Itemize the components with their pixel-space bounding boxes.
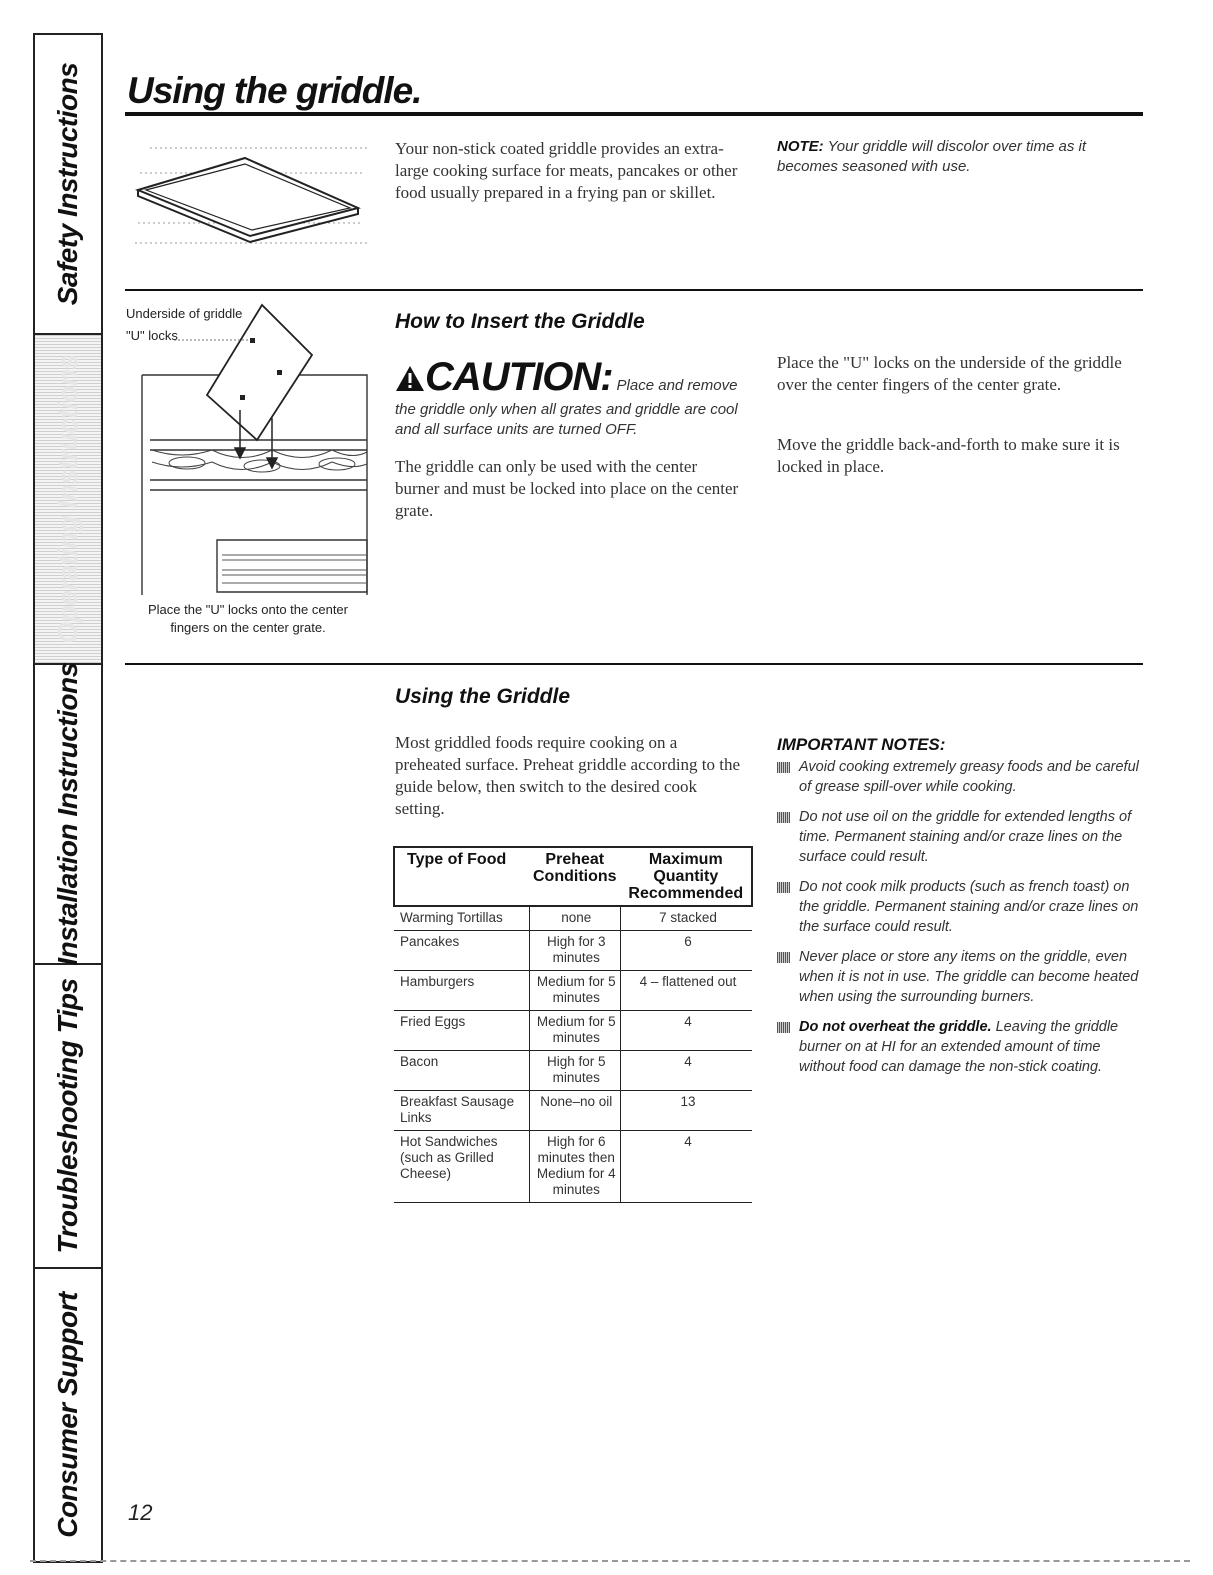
col-header-preheat: Preheat Conditions: [529, 847, 621, 906]
tab-operating-instructions[interactable]: [35, 335, 101, 665]
important-notes: [777, 735, 1147, 1087]
tab-label: Troubleshooting Tips: [52, 978, 83, 1254]
section-rule-2: [125, 663, 1143, 665]
table-row: [394, 1051, 752, 1091]
bullet-icon: [777, 1022, 790, 1033]
insert-heading: How to Insert the Griddle: [395, 310, 645, 333]
caption-line: Place the "U" locks onto the center: [147, 602, 348, 617]
table-row: [394, 1091, 752, 1131]
cell-food: Fried Eggs: [394, 1011, 529, 1051]
note-item: [777, 1017, 1147, 1077]
title-rule: [125, 112, 1143, 116]
page-title: Using the griddle.: [127, 70, 422, 111]
note-text: Avoid cooking extremely greasy foods and be careful of grease spill-over while cooking.: [799, 759, 1139, 795]
insert-body: The griddle can only be used with the center burner and must be locked into place on the center grate.: [395, 457, 739, 520]
table-row: [394, 971, 752, 1011]
note-item: [777, 947, 1147, 1007]
cell-quantity: 4: [621, 1011, 752, 1051]
tab-label: Consumer Support: [52, 1292, 83, 1538]
bullet-icon: [777, 812, 790, 823]
table-row: [394, 1131, 752, 1203]
cell-food: Bacon: [394, 1051, 529, 1091]
scan-marks: [30, 1560, 1190, 1566]
cell-quantity: 4: [621, 1051, 752, 1091]
cell-quantity: 7 stacked: [621, 906, 752, 931]
note-text: Your griddle will discolor over time as it becomes seasoned with use.: [777, 138, 1087, 175]
note-label: NOTE:: [777, 138, 824, 155]
cell-food: Hamburgers: [394, 971, 529, 1011]
cell-food: Hot Sandwiches (such as Grilled Cheese): [394, 1131, 529, 1203]
table-header-row: [394, 847, 752, 906]
col-header-food: Type of Food: [394, 847, 529, 906]
important-heading: IMPORTANT NOTES:: [777, 735, 946, 754]
caution-text: Place and remove the griddle only when all grates and griddle are cool and all surface units are turned OFF.: [395, 377, 738, 438]
tab-label: Operating Instructions: [52, 354, 83, 644]
cell-quantity: 4 – flattened out: [621, 971, 752, 1011]
note-text: Leaving the griddle burner on at HI for an extended amount of time without food can damage the non-stick coating.: [799, 1019, 1119, 1075]
insert-right-p1: Place the "U" locks on the underside of the griddle over the center fingers of the center grate.: [777, 353, 1122, 394]
col-header-quantity: Maximum Quantity Recommended: [621, 847, 752, 906]
cell-preheat: High for 5 minutes: [529, 1051, 621, 1091]
insert-right-p2: Move the griddle back-and-forth to make sure it is locked in place.: [777, 435, 1120, 476]
intro-paragraph: Your non-stick coated griddle provides an extra-large cooking surface for meats, pancakes or other food usually prepared in a frying pan or skillet.: [395, 139, 738, 202]
tab-troubleshooting-tips[interactable]: [35, 965, 101, 1269]
bullet-icon: [777, 952, 790, 963]
label-u-locks: "U" locks: [126, 328, 178, 343]
note-item: [777, 877, 1147, 937]
cell-quantity: 13: [621, 1091, 752, 1131]
cell-food: Breakfast Sausage Links: [394, 1091, 529, 1131]
note-text: Never place or store any items on the griddle, even when it is not in use. The griddle can become heated when using the surrounding burners.: [799, 949, 1139, 1005]
bullet-icon: [777, 762, 790, 773]
note-item: [777, 807, 1147, 867]
using-heading: Using the Griddle: [395, 685, 571, 708]
intro-note: [777, 137, 1107, 177]
cell-preheat: High for 3 minutes: [529, 931, 621, 971]
caution-word: CAUTION:: [425, 355, 613, 399]
cell-preheat: Medium for 5 minutes: [529, 1011, 621, 1051]
figure-caption: [132, 601, 364, 637]
griddle-illustration: [130, 128, 375, 246]
label-underside: Underside of griddle: [126, 306, 243, 321]
tab-label: Safety Instructions: [52, 62, 83, 306]
note-text: Do not use oil on the griddle for extended lengths of time. Permanent staining and/or craze lines on the surface could result.: [799, 809, 1132, 865]
cell-food: Warming Tortillas: [394, 906, 529, 931]
tab-label: Installation Instructions: [52, 662, 83, 966]
tab-safety-instructions[interactable]: [35, 35, 101, 335]
table-row: [394, 906, 752, 931]
warning-icon: [395, 364, 425, 392]
cell-quantity: 6: [621, 931, 752, 971]
tab-consumer-support[interactable]: [35, 1269, 101, 1561]
using-body: Most griddled foods require cooking on a preheated surface. Preheat griddle according to the guide below, then switch to the desired cook setting.: [395, 733, 741, 818]
cell-food: Pancakes: [394, 931, 529, 971]
caption-line: fingers on the center grate.: [170, 620, 326, 635]
preheat-table: [393, 846, 753, 1203]
range-griddle-illustration: [122, 300, 377, 600]
cell-preheat: none: [529, 906, 621, 931]
bullet-icon: [777, 882, 790, 893]
tab-installation-instructions[interactable]: [35, 662, 101, 966]
table-row: [394, 931, 752, 971]
cell-preheat: Medium for 5 minutes: [529, 971, 621, 1011]
note-item: [777, 757, 1147, 797]
section-tab-strip: [33, 33, 103, 1563]
note-bold: Do not overheat the griddle.: [799, 1019, 992, 1035]
caution-block: [395, 355, 755, 440]
cell-preheat: High for 6 minutes then Medium for 4 minutes: [529, 1131, 621, 1203]
note-text: Do not cook milk products (such as french toast) on the griddle. Permanent staining and/or craze lines on the surface could result.: [799, 879, 1139, 935]
section-rule-1: [125, 289, 1143, 291]
cell-preheat: None–no oil: [529, 1091, 621, 1131]
page-number: 12: [128, 1500, 153, 1525]
cell-quantity: 4: [621, 1131, 752, 1203]
table-row: [394, 1011, 752, 1051]
